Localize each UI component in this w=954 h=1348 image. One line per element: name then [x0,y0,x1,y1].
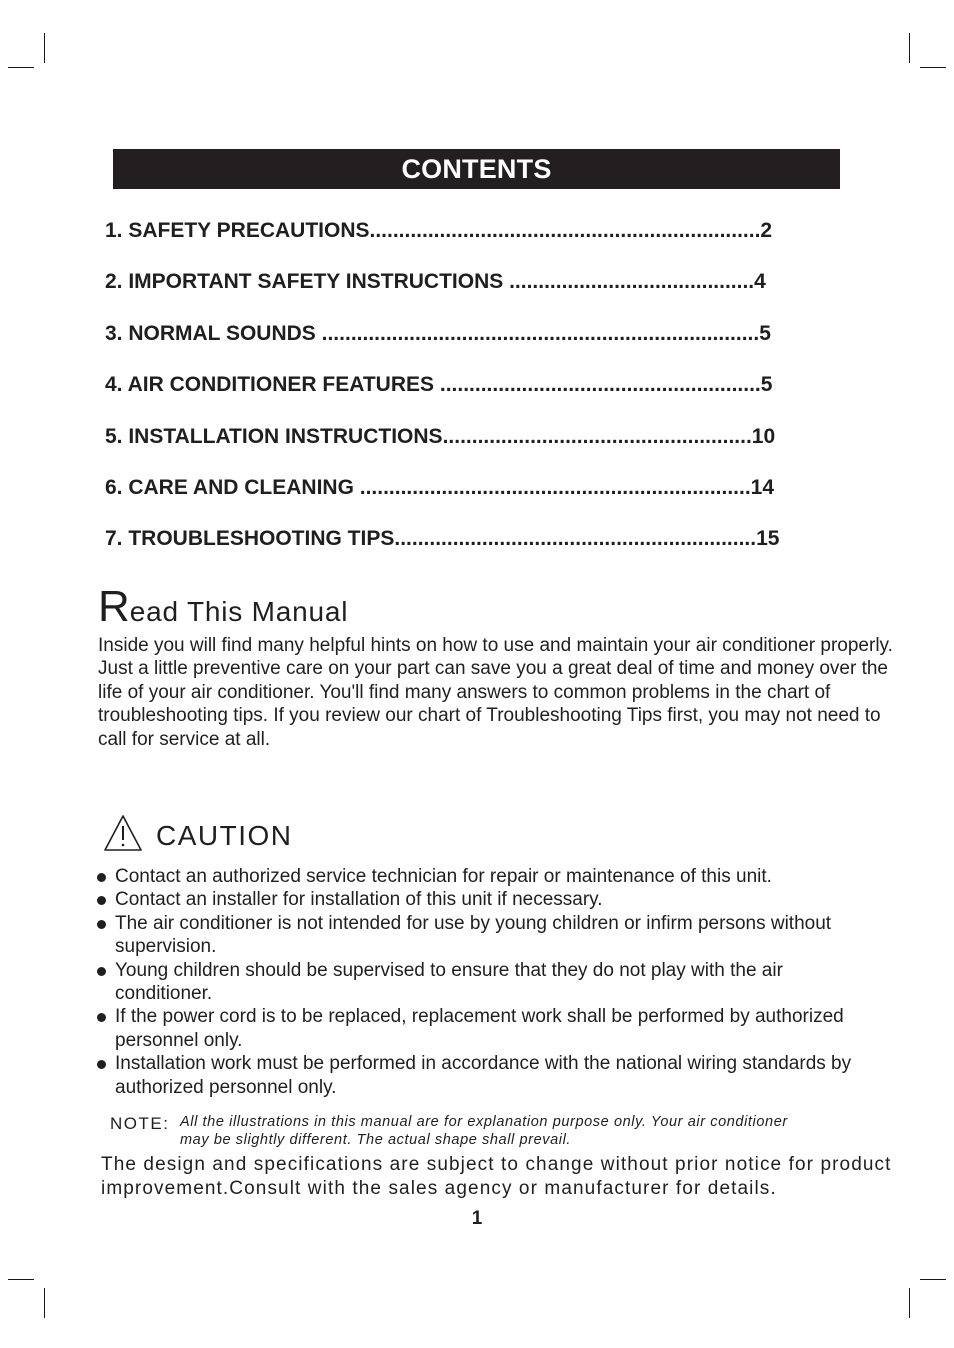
crop-mark [44,33,45,63]
caution-heading: CAUTION [156,820,293,851]
crop-mark [8,67,34,68]
caution-item-text: Young children should be supervised to ensure that they do not play with the air conditioner. [115,959,783,1005]
read-manual-body: Inside you will find many helpful hints on how to use and maintain your air conditioner properly. Just a little preventive care on your part can save you a great deal of time and money over the life of your air conditioner. You'll find many answers to common problems in the chart of troubleshooting tips. If you review our chart of Troubleshooting Tips first, you may not need to call for service at all. [98,635,893,750]
toc-leader: .............................................................. [394,527,757,551]
bullet-icon [97,1060,106,1069]
toc-leader: ........................................................................... [321,321,760,345]
caution-item-text: If the power cord is to be replaced, replacement work shall be performed by authorized personnel only. [115,1006,844,1051]
toc-entry[interactable] [105,424,845,475]
crop-mark [8,1279,34,1280]
caution-item [95,959,855,1006]
toc-entry-label: 4. AIR CONDITIONER FEATURES [105,373,440,397]
note-label: NOTE: [110,1114,170,1133]
toc-entry-label: 3. NORMAL SOUNDS [105,321,322,345]
crop-mark [909,1288,910,1318]
heading-initial: R [98,582,130,631]
toc-entry-label: 5. INSTALLATION INSTRUCTIONS [105,424,443,448]
contents-title: CONTENTS [113,149,840,189]
caution-item [95,912,855,959]
design-notice: The design and specifications are subject to change without prior notice for product improvement.Consult with the sales agency or manufacturer for details. [101,1154,892,1199]
caution-item-text: The air conditioner is not intended for use by young children or infirm persons without supervision. [115,912,832,958]
toc-leader: ................................................................... [369,219,761,242]
toc-entry[interactable] [105,269,845,320]
caution-list [95,865,855,1099]
heading-rest: ead This Manual [129,596,349,627]
toc-page-number: 2 [760,219,773,242]
crop-mark [909,33,910,63]
crop-mark [44,1288,45,1318]
toc-entry-label: 7. TROUBLESHOOTING TIPS [105,527,395,551]
toc-entry[interactable] [105,218,845,269]
bullet-icon [97,967,106,976]
toc-page-number: 14 [750,475,775,499]
toc-entry[interactable] [105,475,845,526]
warning-triangle-icon [103,814,143,852]
toc-entry-label: 2. IMPORTANT SAFETY INSTRUCTIONS [105,270,510,294]
caution-item-text: Contact an authorized service technician for repair or maintenance of this unit. [115,866,772,887]
toc-page-number: 4 [754,270,766,294]
toc-entry[interactable] [105,321,845,372]
table-of-contents [105,218,845,578]
caution-item [95,1052,855,1099]
toc-leader: ..................................................... [442,424,752,448]
toc-page-number: 10 [751,424,776,448]
toc-leader: ................................................................... [359,475,751,499]
crop-mark [920,67,946,68]
toc-page-number: 15 [756,527,780,551]
toc-entry-label: 1. SAFETY PRECAUTIONS [105,219,370,242]
caution-item [95,865,855,888]
caution-item-text: Installation work must be performed in accordance with the national wiring standards by authorized personnel only. [115,1053,852,1098]
toc-leader: .......................................... [509,270,755,294]
toc-entry[interactable] [105,372,845,423]
bullet-icon [97,1013,106,1022]
toc-entry-label: 6. CARE AND CLEANING [105,475,360,499]
toc-entry[interactable] [105,526,845,577]
caution-item-text: Contact an installer for installation of this unit if necessary. [115,889,603,911]
bullet-icon [97,896,106,905]
toc-leader: ....................................................... [439,373,761,397]
bullet-icon [97,873,106,882]
caution-item [95,888,855,911]
bullet-icon [97,920,106,929]
page-number: 1 [471,1208,483,1229]
read-manual-heading [98,582,348,632]
note-text: All the illustrations in this manual are for explanation purpose only. Your air conditioner may be slightly different. The actual shape shall prevail. [180,1114,788,1148]
caution-item [95,1005,855,1052]
toc-page-number: 5 [759,321,771,345]
toc-page-number: 5 [760,373,773,397]
crop-mark [920,1279,946,1280]
